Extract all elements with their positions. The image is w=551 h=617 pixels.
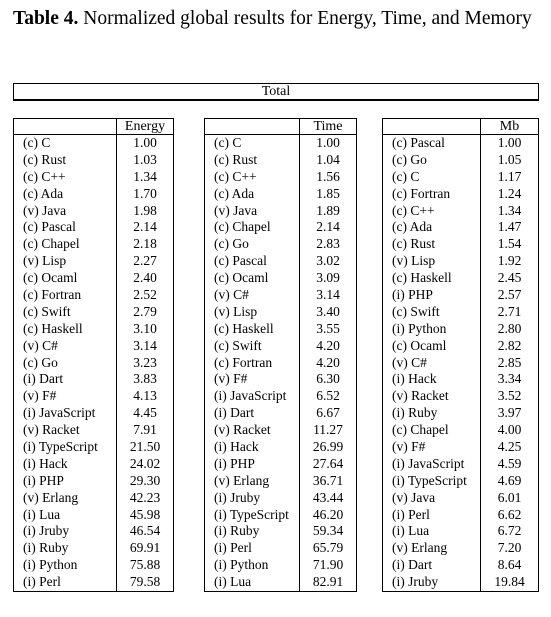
table-row bbox=[14, 523, 173, 540]
table-row bbox=[14, 371, 173, 388]
table-row bbox=[205, 355, 356, 372]
value-cell: 2.85 bbox=[497, 354, 522, 370]
table-row bbox=[383, 338, 538, 355]
table-caption bbox=[13, 6, 538, 31]
language-cell: (i) Perl bbox=[214, 540, 252, 556]
time-table-header bbox=[205, 119, 356, 135]
table-row bbox=[14, 321, 173, 338]
table-row bbox=[383, 152, 538, 169]
value-cell: 3.83 bbox=[133, 371, 157, 387]
table-row bbox=[383, 456, 538, 473]
language-cell: (v) Java bbox=[214, 202, 258, 218]
language-cell: (i) JavaScript bbox=[23, 405, 96, 421]
table-row bbox=[205, 405, 356, 422]
language-cell: (v) Java bbox=[392, 489, 436, 505]
caption-label: Table 4. bbox=[13, 8, 79, 29]
value-cell: 1.98 bbox=[133, 202, 157, 218]
table-row bbox=[14, 186, 173, 203]
table-row bbox=[383, 270, 538, 287]
value-cell: 65.79 bbox=[312, 540, 344, 556]
language-cell: (i) PHP bbox=[23, 472, 64, 488]
language-cell: (c) Swift bbox=[392, 303, 440, 319]
table-row bbox=[205, 338, 356, 355]
language-cell: (c) Ocaml bbox=[23, 270, 78, 286]
value-cell: 3.14 bbox=[316, 287, 340, 303]
value-cell: 24.02 bbox=[129, 455, 161, 471]
language-cell: (c) Rust bbox=[392, 236, 436, 252]
value-cell: 8.64 bbox=[497, 557, 522, 573]
language-cell: (i) Lua bbox=[23, 506, 61, 522]
table-row bbox=[14, 355, 173, 372]
table-row bbox=[14, 574, 173, 591]
language-cell: (v) C# bbox=[392, 354, 427, 370]
value-cell: 2.45 bbox=[497, 270, 522, 286]
table-row bbox=[14, 540, 173, 557]
language-cell: (i) Hack bbox=[214, 439, 259, 455]
table-row bbox=[14, 456, 173, 473]
value-cell: 29.30 bbox=[129, 472, 161, 488]
table-row bbox=[14, 422, 173, 439]
language-cell: (v) Java bbox=[23, 202, 67, 218]
table-row bbox=[205, 270, 356, 287]
time-table bbox=[204, 118, 357, 592]
language-cell: (i) Python bbox=[23, 557, 78, 573]
language-cell: (c) C++ bbox=[214, 168, 257, 184]
table-row bbox=[14, 203, 173, 220]
table-row bbox=[14, 270, 173, 287]
table-row bbox=[205, 152, 356, 169]
value-cell: 6.30 bbox=[316, 371, 340, 387]
value-cell: 1.92 bbox=[497, 253, 522, 269]
language-cell: (v) Erlang bbox=[214, 472, 270, 488]
table-row bbox=[383, 253, 538, 270]
language-cell: (i) Dart bbox=[392, 557, 433, 573]
table-row bbox=[205, 523, 356, 540]
table-row bbox=[383, 388, 538, 405]
table-row bbox=[383, 422, 538, 439]
value-cell: 3.97 bbox=[497, 405, 522, 421]
value-cell: 1.56 bbox=[316, 168, 340, 184]
language-cell: (v) Racket bbox=[214, 422, 271, 438]
table-row bbox=[205, 321, 356, 338]
value-cell: 3.09 bbox=[316, 270, 340, 286]
value-cell: 2.14 bbox=[133, 219, 157, 235]
table-row bbox=[205, 557, 356, 574]
value-cell: 2.80 bbox=[497, 320, 522, 336]
table-row bbox=[383, 523, 538, 540]
table-row bbox=[14, 236, 173, 253]
table-row bbox=[383, 304, 538, 321]
language-cell: (c) Go bbox=[23, 354, 58, 370]
value-cell: 4.00 bbox=[497, 422, 522, 438]
value-cell: 1.70 bbox=[133, 185, 157, 201]
language-cell: (i) Perl bbox=[23, 574, 61, 590]
value-cell: 6.67 bbox=[316, 405, 340, 421]
value-cell: 36.71 bbox=[312, 472, 344, 488]
table-row bbox=[383, 473, 538, 490]
language-cell: (i) Hack bbox=[23, 455, 68, 471]
value-cell: 4.20 bbox=[316, 337, 340, 353]
table-row bbox=[14, 219, 173, 236]
language-cell: (v) Lisp bbox=[23, 253, 67, 269]
table-row bbox=[383, 439, 538, 456]
value-cell: 2.27 bbox=[133, 253, 157, 269]
language-cell: (c) Haskell bbox=[214, 320, 274, 336]
value-cell: 4.45 bbox=[133, 405, 157, 421]
language-cell: (i) Ruby bbox=[23, 540, 69, 556]
value-cell: 2.82 bbox=[497, 337, 522, 353]
value-cell: 1.34 bbox=[497, 202, 522, 218]
language-cell: (c) Ada bbox=[214, 185, 255, 201]
value-cell: 2.83 bbox=[316, 236, 340, 252]
table-row bbox=[383, 507, 538, 524]
table-row bbox=[383, 219, 538, 236]
language-cell: (i) Lua bbox=[392, 523, 430, 539]
table-row bbox=[383, 287, 538, 304]
language-cell: (v) Erlang bbox=[392, 540, 448, 556]
language-cell: (i) PHP bbox=[392, 287, 433, 303]
language-cell: (c) Haskell bbox=[392, 270, 452, 286]
memory-table-header bbox=[383, 119, 538, 135]
time-table-body bbox=[205, 135, 356, 591]
language-cell: (i) TypeScript bbox=[23, 439, 98, 455]
value-cell: 3.40 bbox=[316, 303, 340, 319]
value-cell: 46.20 bbox=[312, 506, 344, 522]
value-cell: 27.64 bbox=[312, 455, 344, 471]
language-cell: (c) C bbox=[23, 135, 51, 150]
value-cell: 1.85 bbox=[316, 185, 340, 201]
table-row bbox=[14, 473, 173, 490]
language-cell: (c) Go bbox=[214, 236, 249, 252]
value-cell: 1.54 bbox=[497, 236, 522, 252]
value-cell: 6.72 bbox=[497, 523, 522, 539]
memory-table bbox=[382, 118, 539, 592]
language-cell: (c) Swift bbox=[23, 303, 71, 319]
value-cell: 43.44 bbox=[312, 489, 344, 505]
language-cell: (i) Jruby bbox=[23, 523, 70, 539]
language-cell: (c) Ada bbox=[392, 219, 433, 235]
value-cell: 2.40 bbox=[133, 270, 157, 286]
table-row bbox=[205, 236, 356, 253]
language-cell: (c) Chapel bbox=[392, 422, 449, 438]
table-row bbox=[383, 186, 538, 203]
value-cell: 1.34 bbox=[133, 168, 157, 184]
table-row bbox=[205, 135, 356, 152]
language-cell: (v) Racket bbox=[392, 388, 449, 404]
table-row bbox=[14, 439, 173, 456]
value-cell: 1.00 bbox=[133, 135, 157, 150]
table-row bbox=[205, 287, 356, 304]
value-cell: 1.89 bbox=[316, 202, 340, 218]
language-cell: (c) Fortran bbox=[214, 354, 273, 370]
value-cell: 6.52 bbox=[316, 388, 340, 404]
language-cell: (v) F# bbox=[392, 439, 426, 455]
table-row bbox=[205, 253, 356, 270]
language-cell: (i) JavaScript bbox=[392, 455, 465, 471]
value-cell: 1.24 bbox=[497, 185, 522, 201]
value-cell: 79.58 bbox=[129, 574, 161, 590]
value-cell: 3.14 bbox=[133, 337, 157, 353]
language-cell: (i) JavaScript bbox=[214, 388, 287, 404]
language-cell: (i) Ruby bbox=[214, 523, 260, 539]
language-cell: (c) Fortran bbox=[23, 287, 82, 303]
language-cell: (c) Pascal bbox=[23, 219, 76, 235]
language-cell: (c) Chapel bbox=[214, 219, 271, 235]
language-cell: (v) C# bbox=[214, 287, 249, 303]
table-row bbox=[14, 253, 173, 270]
language-cell: (v) Lisp bbox=[392, 253, 436, 269]
table-row bbox=[205, 574, 356, 591]
value-cell: 4.59 bbox=[497, 455, 522, 471]
value-cell: 7.91 bbox=[133, 422, 157, 438]
table-row bbox=[14, 135, 173, 152]
table-row bbox=[383, 405, 538, 422]
table-row bbox=[14, 557, 173, 574]
language-cell: (v) F# bbox=[23, 388, 57, 404]
value-cell: 45.98 bbox=[129, 506, 161, 522]
table-row bbox=[205, 456, 356, 473]
value-cell: 1.17 bbox=[497, 168, 522, 184]
language-cell: (c) C++ bbox=[392, 202, 435, 218]
language-cell: (i) Python bbox=[214, 557, 269, 573]
table-row bbox=[14, 304, 173, 321]
total-header: Total bbox=[13, 83, 539, 101]
language-cell: (v) Lisp bbox=[214, 303, 258, 319]
table-row bbox=[14, 338, 173, 355]
value-cell: 2.71 bbox=[497, 303, 522, 319]
language-cell: (i) Perl bbox=[392, 506, 430, 522]
language-cell: (c) Swift bbox=[214, 337, 262, 353]
value-cell: 59.34 bbox=[312, 523, 344, 539]
value-cell: 2.18 bbox=[133, 236, 157, 252]
table-row bbox=[205, 422, 356, 439]
language-cell: (c) Ada bbox=[23, 185, 64, 201]
table-row bbox=[383, 236, 538, 253]
language-cell: (v) F# bbox=[214, 371, 248, 387]
value-cell: 6.62 bbox=[497, 506, 522, 522]
value-cell: 3.52 bbox=[497, 388, 522, 404]
value-cell: 3.34 bbox=[497, 371, 522, 387]
table-row bbox=[383, 490, 538, 507]
table-row bbox=[383, 557, 538, 574]
value-cell: 2.14 bbox=[316, 219, 340, 235]
table-row bbox=[205, 490, 356, 507]
language-cell: (v) C# bbox=[23, 337, 58, 353]
caption-text: Normalized global results for Energy, Time, and Memory bbox=[78, 8, 532, 29]
table-row bbox=[205, 203, 356, 220]
table-row bbox=[14, 152, 173, 169]
language-cell: (i) Jruby bbox=[214, 489, 261, 505]
value-cell: 69.91 bbox=[129, 540, 161, 556]
value-cell: 4.25 bbox=[497, 439, 522, 455]
language-cell: (c) Rust bbox=[214, 151, 258, 167]
language-cell: (c) Fortran bbox=[392, 185, 451, 201]
table-row bbox=[383, 135, 538, 152]
language-cell: (i) Lua bbox=[214, 574, 252, 590]
value-cell: 4.69 bbox=[497, 472, 522, 488]
language-cell: (i) TypeScript bbox=[392, 472, 467, 488]
language-cell: (c) Rust bbox=[23, 151, 67, 167]
value-cell: 21.50 bbox=[129, 439, 161, 455]
table-row bbox=[14, 405, 173, 422]
value-cell: 3.10 bbox=[133, 320, 157, 336]
value-cell: 2.52 bbox=[133, 287, 157, 303]
table-row bbox=[205, 304, 356, 321]
energy-table-header bbox=[14, 119, 173, 135]
value-cell: 1.05 bbox=[497, 151, 522, 167]
table-row bbox=[205, 219, 356, 236]
language-cell: (c) Pascal bbox=[392, 135, 445, 150]
table-row bbox=[205, 186, 356, 203]
table-row bbox=[205, 371, 356, 388]
value-cell: 42.23 bbox=[129, 489, 161, 505]
value-cell: 1.00 bbox=[316, 135, 340, 150]
energy-column-header: Energy bbox=[116, 119, 173, 134]
table-row bbox=[205, 540, 356, 557]
value-cell: 4.20 bbox=[316, 354, 340, 370]
value-cell: 3.55 bbox=[316, 320, 340, 336]
table-row bbox=[205, 169, 356, 186]
value-cell: 4.13 bbox=[133, 388, 157, 404]
language-cell: (i) PHP bbox=[214, 455, 255, 471]
language-cell: (i) Jruby bbox=[392, 574, 439, 590]
language-cell: (c) C++ bbox=[23, 168, 66, 184]
language-cell: (c) Go bbox=[392, 151, 427, 167]
language-cell: (c) C bbox=[214, 135, 242, 150]
value-cell: 71.90 bbox=[312, 557, 344, 573]
table-row bbox=[383, 574, 538, 591]
energy-table bbox=[13, 118, 174, 592]
language-cell: (i) Python bbox=[392, 320, 447, 336]
language-cell: (c) Ocaml bbox=[392, 337, 447, 353]
value-cell: 11.27 bbox=[313, 422, 343, 438]
table-row bbox=[383, 540, 538, 557]
table-row bbox=[14, 287, 173, 304]
language-cell: (i) Dart bbox=[23, 371, 64, 387]
table-row bbox=[383, 203, 538, 220]
language-cell: (c) Chapel bbox=[23, 236, 80, 252]
table-row bbox=[14, 388, 173, 405]
value-cell: 26.99 bbox=[312, 439, 344, 455]
energy-table-body bbox=[14, 135, 173, 591]
table-row bbox=[205, 388, 356, 405]
value-cell: 2.57 bbox=[497, 287, 522, 303]
table-row bbox=[205, 473, 356, 490]
table-row bbox=[383, 371, 538, 388]
value-cell: 1.03 bbox=[133, 151, 157, 167]
time-column-header: Time bbox=[299, 119, 356, 134]
language-cell: (v) Racket bbox=[23, 422, 80, 438]
value-cell: 3.23 bbox=[133, 354, 157, 370]
language-cell: (v) Erlang bbox=[23, 489, 79, 505]
value-cell: 82.91 bbox=[312, 574, 344, 590]
language-cell: (i) TypeScript bbox=[214, 506, 289, 522]
language-cell: (c) Ocaml bbox=[214, 270, 269, 286]
value-cell: 2.79 bbox=[133, 303, 157, 319]
table-row bbox=[383, 355, 538, 372]
table-row bbox=[14, 169, 173, 186]
table-row bbox=[383, 321, 538, 338]
table-row bbox=[205, 439, 356, 456]
table-row bbox=[383, 169, 538, 186]
language-cell: (c) Pascal bbox=[214, 253, 267, 269]
language-cell: (i) Hack bbox=[392, 371, 437, 387]
value-cell: 46.54 bbox=[129, 523, 161, 539]
table-row bbox=[14, 490, 173, 507]
value-cell: 7.20 bbox=[497, 540, 522, 556]
table-row bbox=[205, 507, 356, 524]
value-cell: 3.02 bbox=[316, 253, 340, 269]
memory-table-body bbox=[383, 135, 538, 591]
value-cell: 1.00 bbox=[497, 135, 522, 150]
language-cell: (c) C bbox=[392, 168, 420, 184]
value-cell: 75.88 bbox=[129, 557, 161, 573]
value-cell: 1.47 bbox=[497, 219, 522, 235]
language-cell: (i) Dart bbox=[214, 405, 255, 421]
memory-column-header: Mb bbox=[480, 119, 538, 134]
value-cell: 19.84 bbox=[494, 574, 525, 590]
value-cell: 6.01 bbox=[497, 489, 522, 505]
table-row bbox=[14, 507, 173, 524]
language-cell: (c) Haskell bbox=[23, 320, 83, 336]
language-cell: (i) Ruby bbox=[392, 405, 438, 421]
value-cell: 1.04 bbox=[316, 151, 340, 167]
